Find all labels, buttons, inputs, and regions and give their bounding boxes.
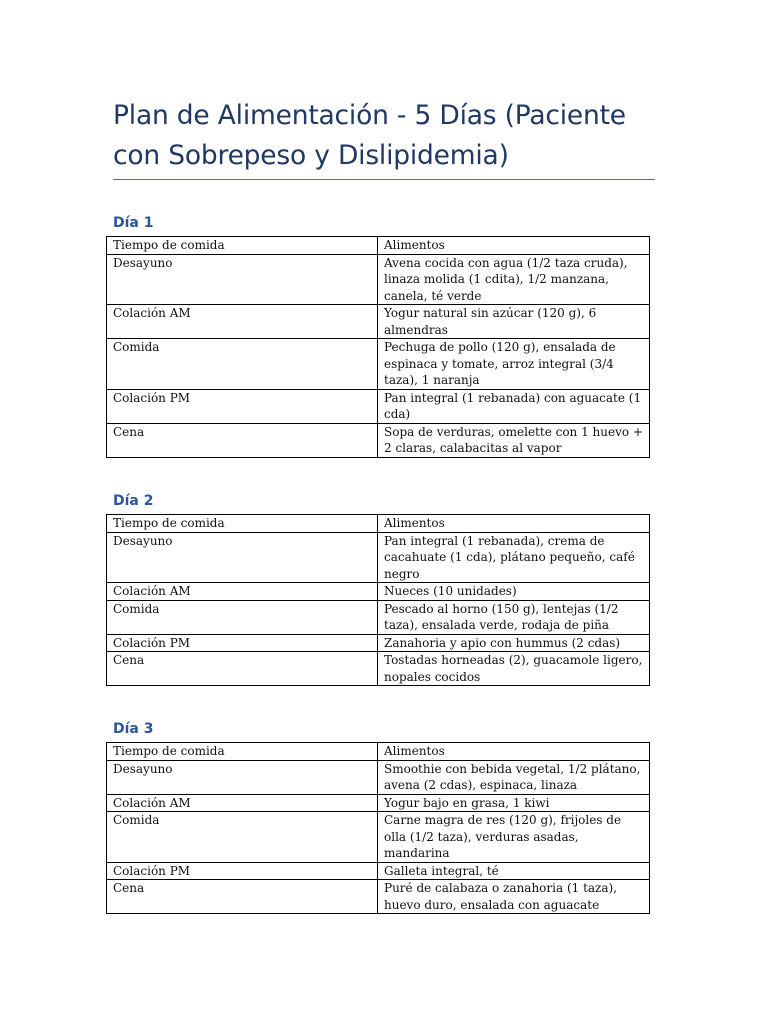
table-header-row bbox=[107, 237, 650, 255]
header-cell-meal-time bbox=[107, 743, 378, 761]
foods-cell bbox=[378, 652, 650, 686]
header-cell-foods bbox=[378, 515, 650, 533]
meal-table bbox=[106, 742, 650, 914]
table-header-row bbox=[107, 515, 650, 533]
foods-text: Yogur bajo en grasa, 1 kiwi bbox=[384, 795, 550, 810]
foods-cell bbox=[378, 583, 650, 601]
day-heading: Día 2 bbox=[113, 493, 154, 509]
table-row bbox=[107, 423, 650, 457]
header-cell-meal-time bbox=[107, 237, 378, 255]
meal-time-label: Desayuno bbox=[113, 533, 173, 548]
table-row bbox=[107, 812, 650, 863]
meal-time-cell bbox=[107, 634, 378, 652]
meal-time-label: Colación AM bbox=[113, 795, 191, 810]
meal-time-cell bbox=[107, 532, 378, 583]
meal-time-label: Colación PM bbox=[113, 635, 191, 650]
foods-cell bbox=[378, 760, 650, 794]
foods-cell bbox=[378, 254, 650, 305]
header-label: Alimentos bbox=[384, 238, 445, 252]
table-row bbox=[107, 532, 650, 583]
meal-table bbox=[106, 514, 650, 686]
meal-time-cell bbox=[107, 862, 378, 880]
meal-time-cell bbox=[107, 389, 378, 423]
meal-time-cell bbox=[107, 423, 378, 457]
foods-text: Tostadas horneadas (2), guacamole ligero, nopales cocidos bbox=[384, 653, 643, 684]
meal-time-label: Colación AM bbox=[113, 306, 191, 320]
day-heading: Día 1 bbox=[113, 215, 154, 231]
table-row bbox=[107, 339, 650, 390]
table-header-row bbox=[107, 743, 650, 761]
header-label: Tiempo de comida bbox=[113, 238, 225, 252]
foods-text: Yogur natural sin azúcar (120 g), 6 almendras bbox=[384, 306, 597, 337]
foods-cell bbox=[378, 600, 650, 634]
foods-text: Pechuga de pollo (120 g), ensalada de espinaca y tomate, arroz integral (3/4 taza), 1 naranja bbox=[384, 340, 616, 387]
table-row bbox=[107, 794, 650, 812]
meal-time-cell bbox=[107, 794, 378, 812]
day-section-2 bbox=[106, 490, 649, 686]
table-row bbox=[107, 389, 650, 423]
table-row bbox=[107, 305, 650, 339]
meal-time-cell bbox=[107, 880, 378, 914]
table-row bbox=[107, 652, 650, 686]
foods-text: Pan integral (1 rebanada), crema de cacahuate (1 cda), plátano pequeño, café negro bbox=[384, 533, 635, 581]
day-heading: Día 3 bbox=[113, 721, 154, 737]
table-row bbox=[107, 880, 650, 914]
meal-time-label: Comida bbox=[113, 601, 160, 616]
foods-text: Smoothie con bebida vegetal, 1/2 plátano, avena (2 cdas), espinaca, linaza bbox=[384, 761, 641, 792]
foods-text: Nueces (10 unidades) bbox=[384, 584, 517, 598]
meal-time-cell bbox=[107, 305, 378, 339]
meal-time-cell bbox=[107, 254, 378, 305]
day-section-1 bbox=[106, 212, 649, 458]
foods-text: Avena cocida con agua (1/2 taza cruda), linaza molida (1 cdita), 1/2 manzana, canela, té verde bbox=[384, 255, 628, 303]
header-cell-foods bbox=[378, 237, 650, 255]
meal-time-label: Cena bbox=[113, 653, 145, 667]
foods-cell bbox=[378, 880, 650, 914]
table-row bbox=[107, 600, 650, 634]
meal-time-label: Colación AM bbox=[113, 584, 191, 598]
table-row bbox=[107, 760, 650, 794]
foods-cell bbox=[378, 389, 650, 423]
meal-time-label: Comida bbox=[113, 813, 160, 827]
foods-text: Pescado al horno (150 g), lentejas (1/2 taza), ensalada verde, rodaja de piña bbox=[384, 601, 619, 632]
foods-cell bbox=[378, 339, 650, 390]
day-section-3 bbox=[106, 718, 649, 914]
meal-time-cell bbox=[107, 339, 378, 390]
foods-cell bbox=[378, 634, 650, 652]
header-cell-foods bbox=[378, 743, 650, 761]
table-row bbox=[107, 634, 650, 652]
foods-text: Carne magra de res (120 g), frijoles de olla (1/2 taza), verduras asadas, mandarina bbox=[384, 813, 622, 860]
foods-cell bbox=[378, 532, 650, 583]
title-divider bbox=[113, 179, 655, 180]
meal-time-label: Comida bbox=[113, 340, 160, 354]
table-row bbox=[107, 583, 650, 601]
meal-time-label: Desayuno bbox=[113, 761, 173, 776]
meal-time-cell bbox=[107, 583, 378, 601]
foods-cell bbox=[378, 862, 650, 880]
table-row bbox=[107, 862, 650, 880]
foods-cell bbox=[378, 794, 650, 812]
table-row bbox=[107, 254, 650, 305]
header-label: Alimentos bbox=[384, 516, 445, 530]
header-label: Tiempo de comida bbox=[113, 744, 225, 758]
meal-time-label: Cena bbox=[113, 424, 145, 439]
meal-time-cell bbox=[107, 812, 378, 863]
meal-time-cell bbox=[107, 652, 378, 686]
foods-text: Sopa de verduras, omelette con 1 huevo + 2 claras, calabacitas al vapor bbox=[384, 424, 643, 455]
meal-time-label: Colación PM bbox=[113, 390, 191, 405]
meal-time-label: Desayuno bbox=[113, 255, 173, 270]
meal-time-cell bbox=[107, 600, 378, 634]
header-label: Tiempo de comida bbox=[113, 516, 225, 530]
meal-table bbox=[106, 236, 650, 458]
meal-time-cell bbox=[107, 760, 378, 794]
meal-time-label: Cena bbox=[113, 881, 145, 895]
foods-cell bbox=[378, 423, 650, 457]
document-title: Plan de Alimentación - 5 Días (Paciente con Sobrepeso y Dislipidemia) bbox=[113, 100, 626, 171]
meal-time-label: Colación PM bbox=[113, 863, 191, 878]
foods-text: Puré de calabaza o zanahoria (1 taza), huevo duro, ensalada con aguacate bbox=[384, 881, 618, 912]
header-label: Alimentos bbox=[384, 744, 445, 758]
foods-text: Pan integral (1 rebanada) con aguacate (1 cda) bbox=[384, 390, 642, 421]
foods-text: Galleta integral, té bbox=[384, 863, 499, 878]
header-cell-meal-time bbox=[107, 515, 378, 533]
foods-cell bbox=[378, 812, 650, 863]
foods-text: Zanahoria y apio con hummus (2 cdas) bbox=[384, 635, 621, 650]
foods-cell bbox=[378, 305, 650, 339]
